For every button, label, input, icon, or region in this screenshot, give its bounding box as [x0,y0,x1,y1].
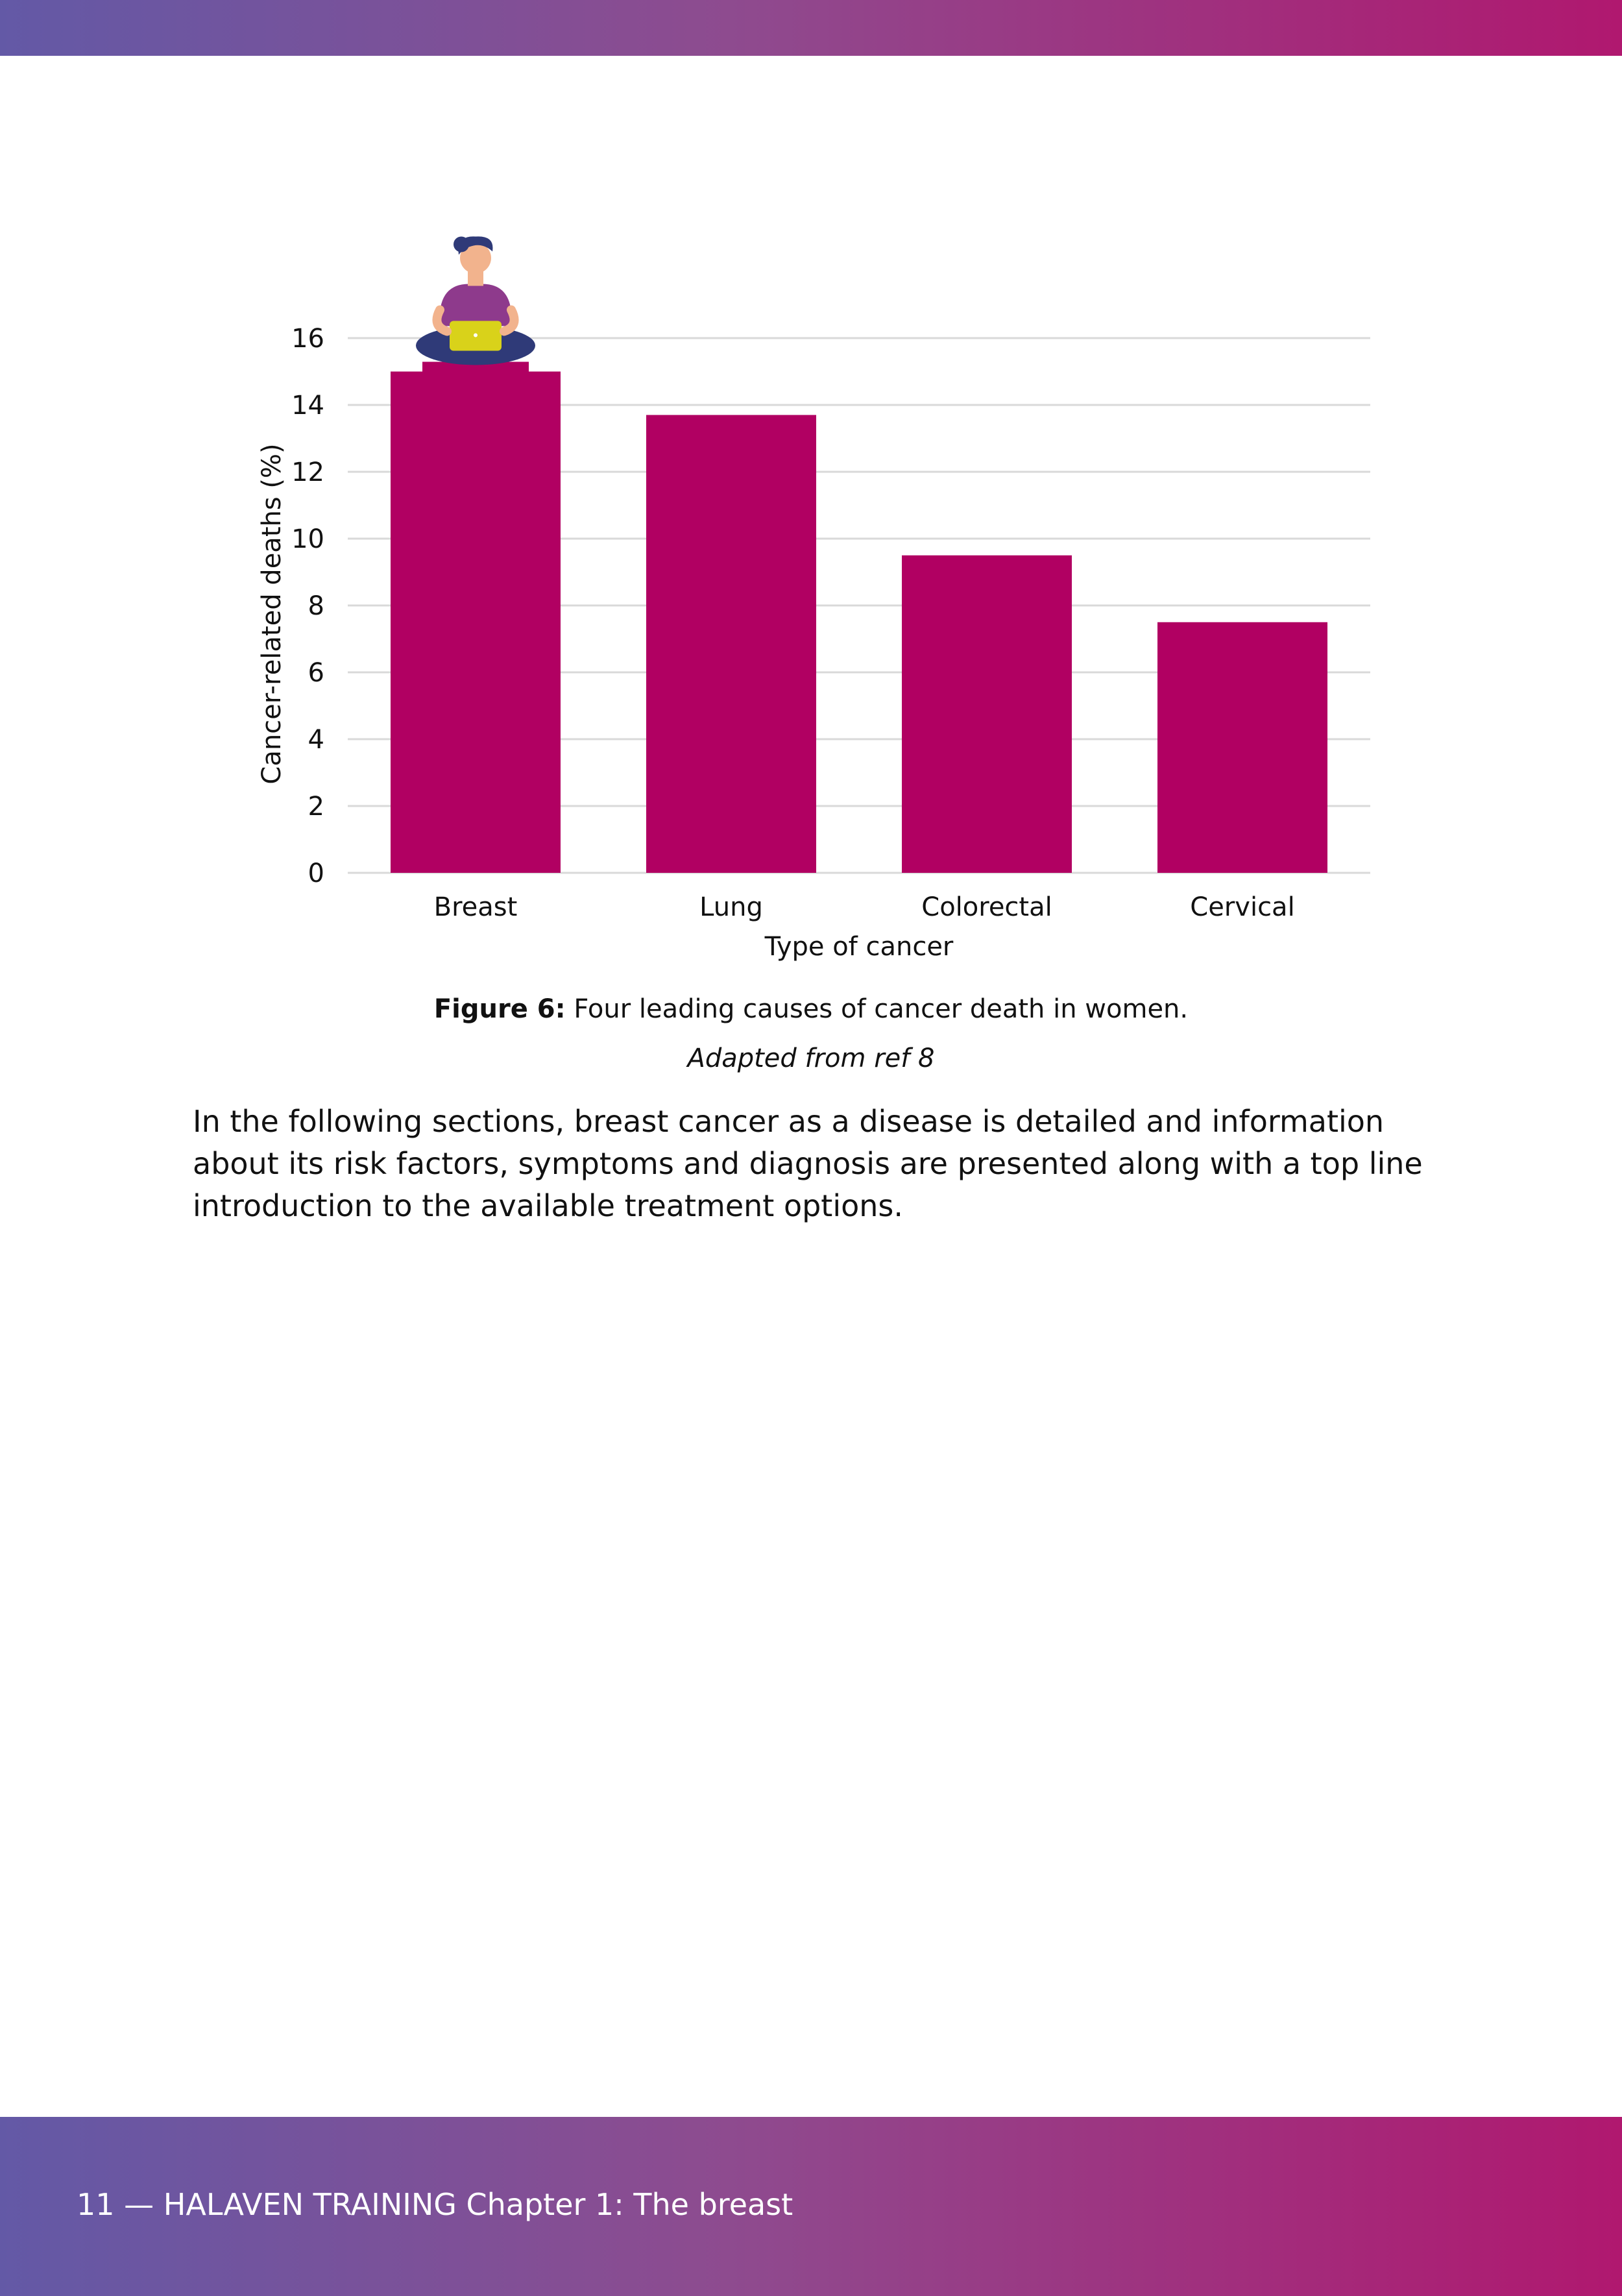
footer-text: 11 — HALAVEN TRAINING Chapter 1: The breast [77,2187,793,2222]
y-tick-label: 6 [308,658,324,688]
y-tick-label: 4 [308,725,324,755]
x-axis-title: Type of cancer [764,932,954,962]
bar-breast [391,372,561,873]
x-tick-label: Colorectal [921,892,1052,922]
bar-chart [0,0,1622,1012]
person-hair-curl [454,237,469,252]
y-tick-label: 2 [308,792,324,822]
y-axis-title: Cancer-related deaths (%) [257,443,287,785]
y-tick-label: 16 [291,324,324,354]
y-tick-label: 0 [308,859,324,888]
y-tick-label: 12 [291,458,324,487]
figure-caption-text: Four leading causes of cancer death in women. [574,994,1189,1024]
bar-cervical [1157,622,1327,873]
person-torso [440,284,512,326]
x-tick-label: Breast [433,892,518,922]
bar-lung [646,415,816,873]
figure-caption-label: Figure 6: [433,994,566,1024]
figure-source: Adapted from ref 8 [687,1044,935,1073]
y-tick-label: 8 [308,591,324,621]
chart-svg [0,0,1622,1012]
x-tick-label: Cervical [1190,892,1295,922]
figure-caption [0,994,1622,1024]
person-with-laptop-icon [416,236,535,371]
body-paragraph: In the following sections, breast cancer as a disease is detailed and information about its risk factors, symptoms and diagnosis are presented along with a top line introduction to the available treatment options. [193,1104,1423,1223]
laptop-logo [474,334,478,337]
y-tick-label: 10 [291,524,324,554]
y-tick-label: 14 [291,391,324,421]
x-tick-label: Lung [699,892,763,922]
bar-colorectal [902,556,1072,873]
